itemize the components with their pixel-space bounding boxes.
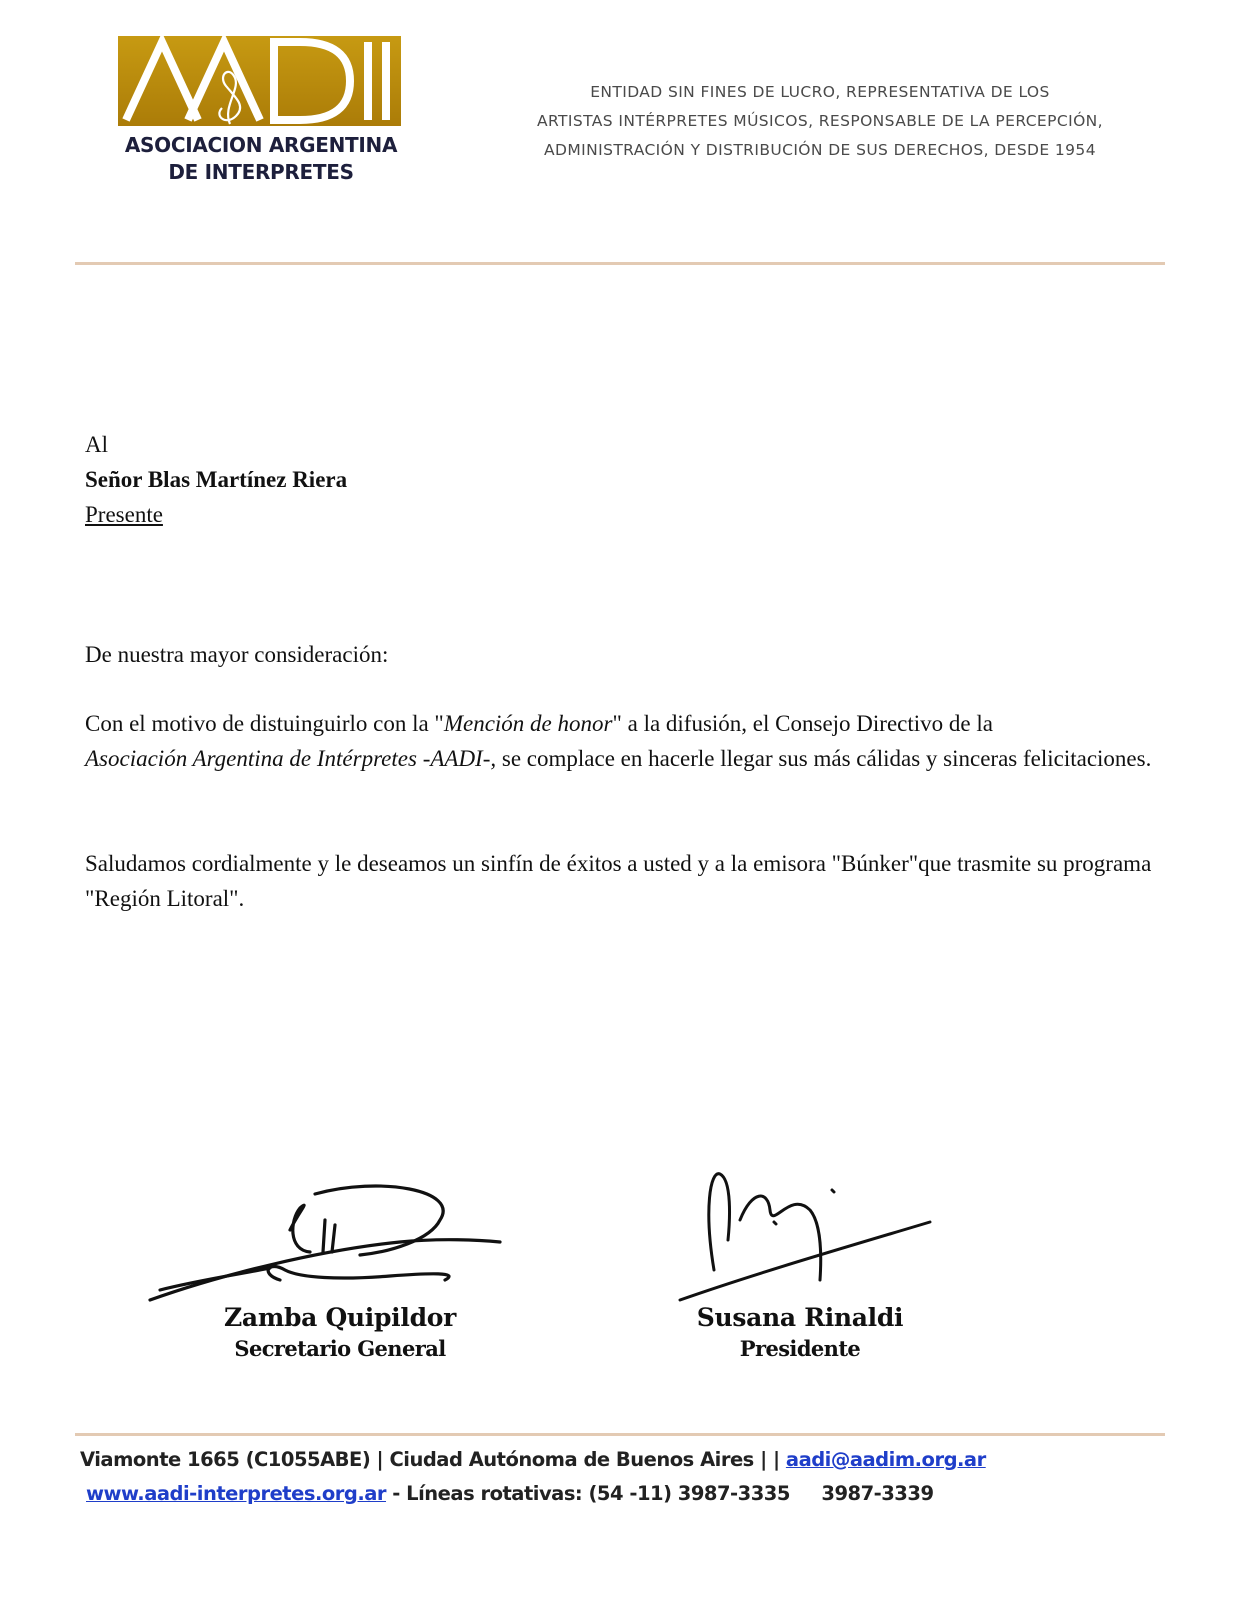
signer-right-name: Susana Rinaldi bbox=[696, 1303, 904, 1332]
signer-left-role: Secretario General bbox=[234, 1336, 446, 1361]
recipient-name: Señor Blas Martínez Riera bbox=[85, 467, 348, 492]
footer-line-1 bbox=[80, 1444, 1180, 1476]
p2-text: Saludamos cordialmente y le deseamos un sinfín de éxitos a usted y a la emisora "Búnker"que trasmite su programa "Región Litoral". bbox=[85, 851, 1152, 911]
logo-name-line2: DE INTERPRETES bbox=[168, 160, 354, 184]
p1-part-e: se complace en hacerle llegar sus más cálidas y sinceras felicitaciones. bbox=[496, 746, 1152, 771]
left-signature-scrawl bbox=[140, 1180, 520, 1310]
footer-phones: - Líneas rotativas: (54 -11) 3987-3335 3987-3339 bbox=[386, 1482, 934, 1505]
footer-divider bbox=[75, 1433, 1165, 1436]
tagline-line2: ARTISTAS INTÉRPRETES MÚSICOS, RESPONSABLE DE LA PERCEPCIÓN, bbox=[537, 112, 1103, 130]
logo-name-line1: ASOCIACION ARGENTINA bbox=[124, 133, 398, 157]
signer-left-name: Zamba Quipildor bbox=[223, 1303, 457, 1332]
letter-greeting bbox=[85, 637, 1175, 672]
recipient-block bbox=[85, 427, 1175, 532]
footer-email-link[interactable]: aadi@aadim.org.ar bbox=[785, 1448, 986, 1471]
signer-right-role: Presidente bbox=[739, 1336, 861, 1361]
right-signature-scrawl bbox=[670, 1150, 950, 1310]
aadi-logo bbox=[116, 36, 406, 186]
letter-paragraph-1 bbox=[85, 706, 1175, 776]
tagline-line1: ENTIDAD SIN FINES DE LUCRO, REPRESENTATIVA DE LOS bbox=[590, 83, 1050, 101]
p1-part-a: Con el motivo de distuinguirlo con la " bbox=[85, 711, 444, 736]
p1-mention: Mención de honor bbox=[443, 711, 613, 736]
letter-paragraph-2 bbox=[85, 846, 1175, 916]
greeting-text: De nuestra mayor consideración: bbox=[85, 642, 389, 667]
header-tagline bbox=[460, 78, 1180, 165]
footer-address: Viamonte 1665 (C1055ABE) | Ciudad Autónoma de Buenos Aires | | bbox=[80, 1448, 786, 1471]
p1-association: Asociación Argentina de Intérpretes -AADI-, bbox=[85, 746, 497, 771]
p1-part-c: " a la difusión, el Consejo Directivo de la bbox=[612, 711, 993, 736]
recipient-to: Al bbox=[85, 432, 108, 457]
recipient-presente: Presente bbox=[85, 502, 163, 527]
tagline-line3: ADMINISTRACIÓN Y DISTRIBUCIÓN DE SUS DERECHOS, DESDE 1954 bbox=[544, 141, 1096, 159]
signature-left bbox=[190, 1302, 490, 1364]
logo-emblem bbox=[118, 36, 401, 126]
signature-right bbox=[650, 1302, 950, 1364]
footer-website-link[interactable]: www.aadi-interpretes.org.ar bbox=[86, 1482, 387, 1505]
logo-organization-name bbox=[116, 132, 406, 186]
footer-line-2 bbox=[86, 1478, 1186, 1510]
header-divider bbox=[75, 262, 1165, 265]
